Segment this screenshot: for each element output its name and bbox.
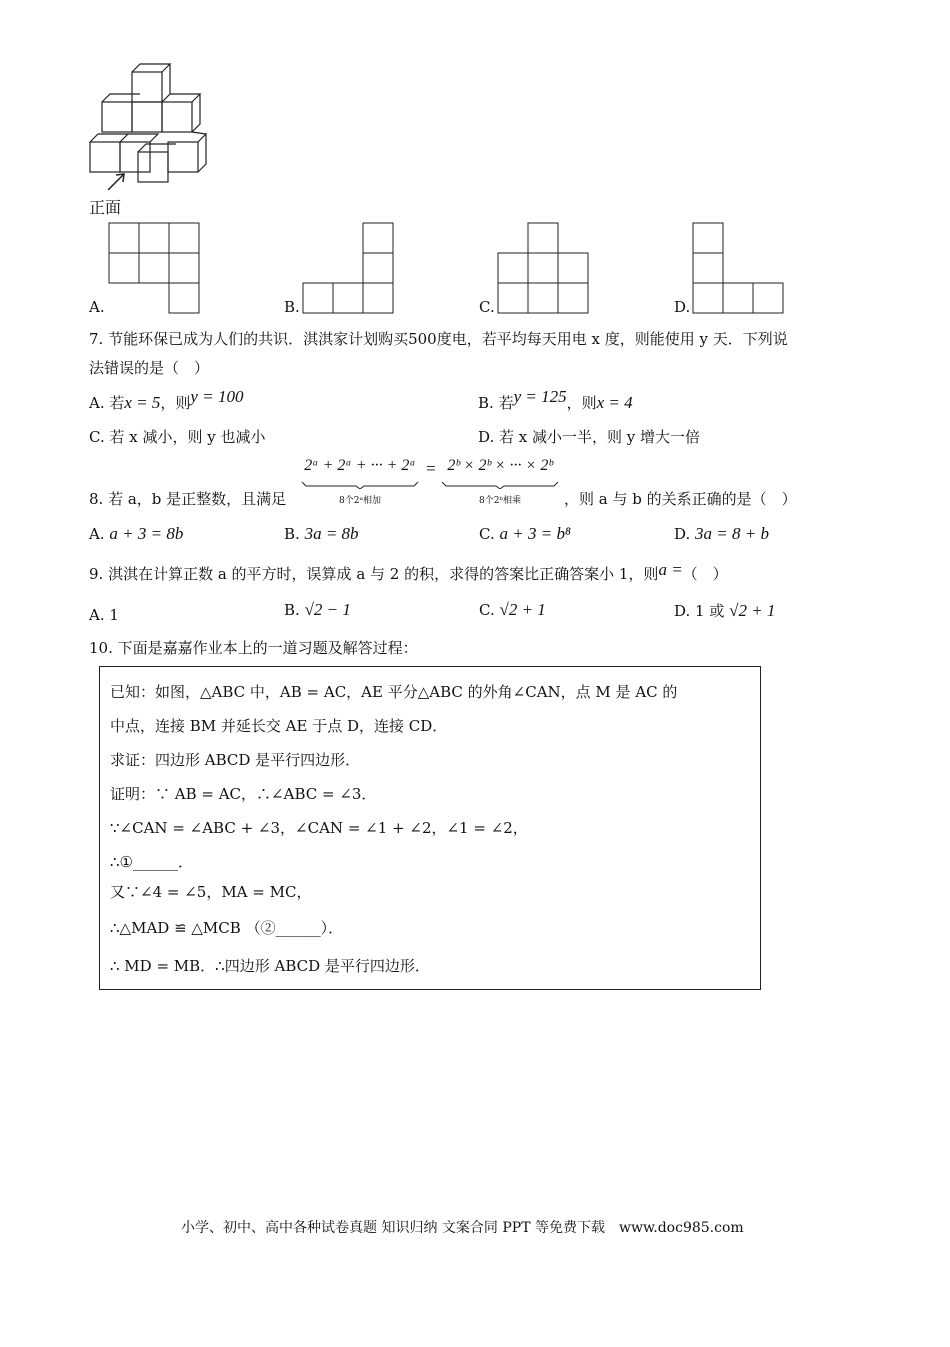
- q8-option-b: B. 3a = 8b: [284, 524, 359, 543]
- option-d-view: [692, 222, 787, 314]
- q10-line1: 已知：如图，△ABC 中，AB = AC，AE 平分△ABC 的外角∠CAN，点 M 是 AC 的: [110, 683, 678, 701]
- q7-option-d: D. 若 x 减小一半，则 y 增大一倍: [478, 428, 701, 446]
- q8-rhs: 2ᵇ × 2ᵇ × ··· × 2ᵇ 8个2ᵇ相乘: [440, 457, 560, 506]
- q10-line9: ∴ MD = MB．∴四边形 ABCD 是平行四边形．: [110, 957, 430, 975]
- q9-option-a: A. 1: [89, 606, 119, 624]
- q10-line3: 求证：四边形 ABCD 是平行四边形．: [110, 751, 361, 769]
- q10-line6: ∴①______．: [110, 853, 193, 871]
- q8-tail: ，则 a 与 b 的关系正确的是（ ）: [564, 490, 797, 508]
- q9-option-b: B. √2 − 1: [284, 600, 351, 619]
- option-b-label: B.: [284, 298, 300, 316]
- q8-stem: 8. 若 a，b 是正整数，且满足: [89, 490, 287, 508]
- q10-stem: 10. 下面是嘉嘉作业本上的一道习题及解答过程：: [89, 639, 418, 657]
- q7-option-a: A. 若x = 5，则y = 100: [89, 387, 244, 412]
- q8-option-c: C. a + 3 = b⁸: [479, 524, 571, 543]
- q10-solution-box: [99, 666, 761, 990]
- q10-line4: 证明：∵ AB = AC，∴∠ABC = ∠3．: [110, 785, 377, 803]
- q10-line8: ∴△MAD ≌ △MCB （②______）．: [110, 919, 344, 937]
- cube-stack-figure: [86, 60, 216, 190]
- footer-text: 小学、初中、高中各种试卷真题 知识归纳 文案合同 PPT 等免费下载 www.doc985.com: [181, 1220, 744, 1236]
- q7-stem-line2: 法错误的是（ ）: [89, 359, 210, 377]
- q7-stem-line1: 7. 节能环保已成为人们的共识．淇淇家计划购买500度电，若平均每天用电 x 度，则能使用 y 天．下列说: [89, 330, 788, 348]
- q7-option-b: B. 若y = 125，则x = 4: [478, 387, 633, 412]
- option-c-view: [497, 222, 592, 314]
- q8-equals: =: [425, 459, 437, 478]
- option-b-view: [302, 222, 397, 314]
- option-d-label: D.: [674, 298, 691, 316]
- q8-option-d: D. 3a = 8 + b: [674, 524, 769, 543]
- q10-line5: ∵∠CAN = ∠ABC + ∠3，∠CAN = ∠1 + ∠2，∠1 = ∠2，: [110, 819, 528, 837]
- option-a-label: A.: [89, 298, 105, 316]
- q8-lhs: 2ᵃ + 2ᵃ + ··· + 2ᵃ 8个2ᵃ相加: [300, 457, 420, 506]
- q9-option-c: C. √2 + 1: [479, 600, 546, 619]
- q9-stem: 9. 淇淇在计算正数 a 的平方时，误算成 a 与 2 的积，求得的答案比正确答案小 1，则a =（ ）: [89, 560, 728, 583]
- q10-line7: 又∵∠4 = ∠5，MA = MC，: [110, 883, 312, 901]
- q7-option-c: C. 若 x 减小，则 y 也减小: [89, 428, 266, 446]
- option-a-view: [108, 222, 203, 314]
- option-c-label: C.: [479, 298, 495, 316]
- q8-option-a: A. a + 3 = 8b: [89, 524, 184, 543]
- front-label: 正面: [89, 198, 122, 217]
- q10-line2: 中点，连接 BM 并延长交 AE 于点 D，连接 CD．: [110, 717, 448, 735]
- q9-option-d: D. 1 或 √2 + 1: [674, 601, 776, 620]
